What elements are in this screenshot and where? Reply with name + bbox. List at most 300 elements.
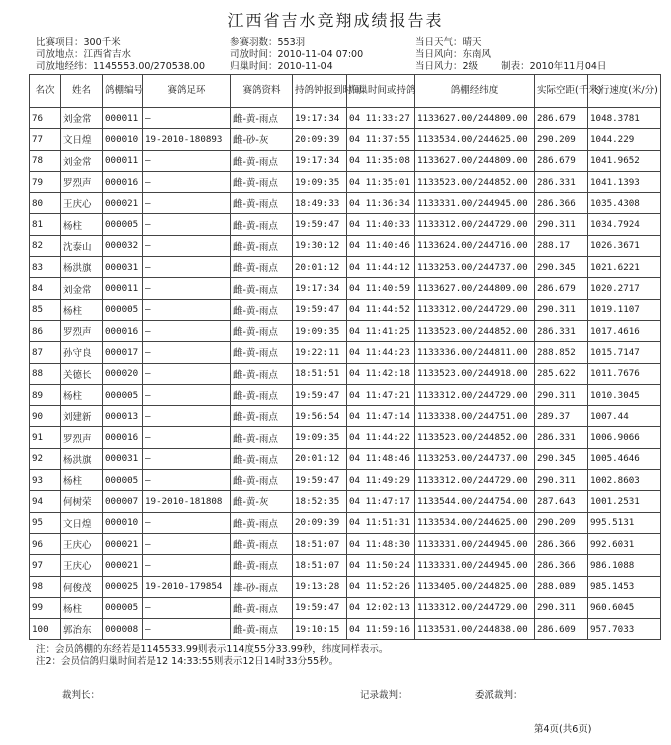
cell-loft-coords: 1133336.00/244811.00 — [415, 342, 535, 363]
cell-loft-id: 000021 — [103, 533, 143, 554]
cell-name: 刘金常 — [61, 108, 103, 129]
cell-return-time: 04 11:40:46 — [347, 235, 415, 256]
cell-name: 王庆心 — [61, 555, 103, 576]
table-row — [30, 193, 661, 214]
cell-loft-id: 000011 — [103, 278, 143, 299]
cell-return-time: 04 11:40:33 — [347, 214, 415, 235]
cell-loft-id: 000017 — [103, 342, 143, 363]
cell-pigeon-info: 雌-黄-雨点 — [231, 235, 293, 256]
entry-count: 参赛羽数：553羽 — [230, 37, 306, 48]
cell-pigeon-info: 雌-黄-雨点 — [231, 555, 293, 576]
cell-loft-id: 000016 — [103, 427, 143, 448]
cell-ring: — — [143, 257, 231, 278]
cell-distance: 286.366 — [535, 533, 588, 554]
cell-rank: 93 — [30, 470, 61, 491]
cell-loft-coords: 1133531.00/244838.00 — [415, 619, 535, 640]
cell-speed: 1006.9066 — [588, 427, 661, 448]
cell-clock-time: 18:51:07 — [293, 533, 347, 554]
cell-pigeon-info: 雌-黄-雨点 — [231, 619, 293, 640]
cell-distance: 290.311 — [535, 214, 588, 235]
cell-rank: 97 — [30, 555, 61, 576]
cell-pigeon-info: 雌-黄-雨点 — [231, 427, 293, 448]
cell-pigeon-info: 雌-黄-雨点 — [231, 214, 293, 235]
cell-loft-id: 000011 — [103, 150, 143, 171]
cell-distance: 286.331 — [535, 427, 588, 448]
cell-return-time: 04 11:36:34 — [347, 193, 415, 214]
cell-rank: 89 — [30, 384, 61, 405]
cell-speed: 1048.3781 — [588, 108, 661, 129]
cell-return-time: 04 11:44:23 — [347, 342, 415, 363]
cell-name: 罗烈声 — [61, 320, 103, 341]
cell-ring: — — [143, 619, 231, 640]
cell-clock-time: 18:49:33 — [293, 193, 347, 214]
note-2: 注2：会员信鸽归巢时间若是12 14:33:55则表示12日14时33分55秒。 — [36, 656, 339, 667]
return-time: 归巢时间：2010-11-04 — [230, 61, 333, 72]
cell-clock-time: 19:09:35 — [293, 427, 347, 448]
table-row — [30, 150, 661, 171]
cell-name: 孙守良 — [61, 342, 103, 363]
table-row — [30, 171, 661, 192]
cell-loft-id: 000007 — [103, 491, 143, 512]
cell-ring: — — [143, 363, 231, 384]
cell-rank: 84 — [30, 278, 61, 299]
cell-return-time: 04 11:40:59 — [347, 278, 415, 299]
cell-return-time: 04 11:37:55 — [347, 129, 415, 150]
header-distance: 实际空距(千米) — [535, 75, 588, 108]
cell-ring: — — [143, 384, 231, 405]
cell-rank: 85 — [30, 299, 61, 320]
cell-loft-id: 000010 — [103, 512, 143, 533]
cell-rank: 77 — [30, 129, 61, 150]
cell-rank: 87 — [30, 342, 61, 363]
cell-distance: 286.331 — [535, 320, 588, 341]
cell-distance: 287.643 — [535, 491, 588, 512]
cell-pigeon-info: 雌-黄-雨点 — [231, 108, 293, 129]
cell-name: 刘金常 — [61, 150, 103, 171]
cell-loft-coords: 1133523.00/244852.00 — [415, 427, 535, 448]
cell-distance: 286.609 — [535, 619, 588, 640]
cell-clock-time: 18:51:51 — [293, 363, 347, 384]
cell-return-time: 04 11:44:12 — [347, 257, 415, 278]
cell-clock-time: 19:17:34 — [293, 278, 347, 299]
cell-distance: 285.622 — [535, 363, 588, 384]
cell-distance: 286.366 — [535, 193, 588, 214]
table-row — [30, 299, 661, 320]
cell-return-time: 04 11:47:17 — [347, 491, 415, 512]
cell-rank: 98 — [30, 576, 61, 597]
cell-distance: 290.345 — [535, 448, 588, 469]
header-rank: 名次 — [30, 75, 61, 108]
cell-speed: 1005.4646 — [588, 448, 661, 469]
release-place: 司放地点：江西省吉水 — [36, 49, 132, 60]
cell-return-time: 04 11:59:16 — [347, 619, 415, 640]
cell-ring: — — [143, 171, 231, 192]
report-title: 江西省吉水竞翔成绩报告表 — [227, 11, 444, 30]
cell-loft-coords: 1133312.00/244729.00 — [415, 299, 535, 320]
cell-speed: 995.5131 — [588, 512, 661, 533]
table-row — [30, 363, 661, 384]
cell-return-time: 04 11:51:31 — [347, 512, 415, 533]
cell-speed: 957.7033 — [588, 619, 661, 640]
cell-name: 王庆心 — [61, 533, 103, 554]
table-row — [30, 619, 661, 640]
cell-speed: 1015.7147 — [588, 342, 661, 363]
judge-signature: 裁判长： — [62, 690, 101, 701]
cell-loft-coords: 1133544.00/244754.00 — [415, 491, 535, 512]
cell-distance: 289.37 — [535, 406, 588, 427]
cell-name: 王庆心 — [61, 193, 103, 214]
cell-loft-coords: 1133523.00/244852.00 — [415, 171, 535, 192]
cell-name: 关德长 — [61, 363, 103, 384]
cell-ring: — — [143, 150, 231, 171]
release-time: 司放时间：2010-11-04 07:00 — [230, 49, 364, 60]
cell-loft-coords: 1133534.00/244625.00 — [415, 512, 535, 533]
cell-clock-time: 19:09:35 — [293, 171, 347, 192]
cell-loft-id: 000005 — [103, 299, 143, 320]
cell-clock-time: 19:13:28 — [293, 576, 347, 597]
cell-ring: — — [143, 448, 231, 469]
release-coords: 司放地经纬：1145553.00/270538.00 — [36, 61, 205, 72]
cell-distance: 290.311 — [535, 470, 588, 491]
cell-loft-id: 000031 — [103, 448, 143, 469]
table-header-row — [30, 75, 661, 108]
cell-rank: 90 — [30, 406, 61, 427]
cell-loft-id: 000031 — [103, 257, 143, 278]
cell-ring: — — [143, 533, 231, 554]
wind-direction: 当日风向：东南风 — [415, 49, 492, 60]
cell-return-time: 04 11:41:25 — [347, 320, 415, 341]
cell-clock-time: 19:59:47 — [293, 214, 347, 235]
cell-clock-time: 19:56:54 — [293, 406, 347, 427]
cell-rank: 94 — [30, 491, 61, 512]
cell-ring: — — [143, 193, 231, 214]
cell-return-time: 04 11:47:21 — [347, 384, 415, 405]
cell-name: 杨柱 — [61, 470, 103, 491]
cell-pigeon-info: 雌-黄-灰 — [231, 491, 293, 512]
delegate-signature: 委派裁判： — [475, 690, 523, 701]
table-row — [30, 427, 661, 448]
info-block-right — [415, 37, 606, 73]
cell-clock-time: 20:01:12 — [293, 257, 347, 278]
cell-speed: 1020.2717 — [588, 278, 661, 299]
table-row — [30, 470, 661, 491]
table-row — [30, 384, 661, 405]
cell-rank: 79 — [30, 171, 61, 192]
cell-clock-time: 20:09:39 — [293, 129, 347, 150]
cell-clock-time: 19:17:34 — [293, 108, 347, 129]
cell-distance: 288.17 — [535, 235, 588, 256]
cell-pigeon-info: 雌-黄-雨点 — [231, 320, 293, 341]
table-row — [30, 129, 661, 150]
cell-name: 刘建新 — [61, 406, 103, 427]
cell-loft-coords: 1133627.00/244809.00 — [415, 108, 535, 129]
cell-loft-id: 000005 — [103, 384, 143, 405]
cell-loft-coords: 1133405.00/244825.00 — [415, 576, 535, 597]
cell-pigeon-info: 雌-黄-雨点 — [231, 257, 293, 278]
table-row — [30, 320, 661, 341]
cell-loft-coords: 1133331.00/244945.00 — [415, 193, 535, 214]
cell-speed: 1001.2531 — [588, 491, 661, 512]
cell-rank: 100 — [30, 619, 61, 640]
cell-speed: 1044.229 — [588, 129, 661, 150]
cell-ring: — — [143, 278, 231, 299]
cell-name: 罗烈声 — [61, 171, 103, 192]
cell-ring: 19-2010-180893 — [143, 129, 231, 150]
cell-return-time: 04 11:35:01 — [347, 171, 415, 192]
cell-rank: 88 — [30, 363, 61, 384]
cell-return-time: 04 11:35:08 — [347, 150, 415, 171]
cell-clock-time: 18:51:07 — [293, 555, 347, 576]
cell-speed: 1010.3045 — [588, 384, 661, 405]
cell-clock-time: 20:09:39 — [293, 512, 347, 533]
cell-name: 文日煌 — [61, 512, 103, 533]
cell-ring: — — [143, 597, 231, 618]
cell-pigeon-info: 雌-黄-雨点 — [231, 171, 293, 192]
cell-ring: — — [143, 108, 231, 129]
cell-pigeon-info: 雌-黄-雨点 — [231, 448, 293, 469]
cell-distance: 290.311 — [535, 299, 588, 320]
wind-power: 当日风力：2级 — [415, 61, 479, 72]
cell-loft-id: 000021 — [103, 555, 143, 576]
cell-loft-id: 000005 — [103, 597, 143, 618]
cell-ring: — — [143, 235, 231, 256]
cell-loft-coords: 1133312.00/244729.00 — [415, 384, 535, 405]
cell-loft-coords: 1133534.00/244625.00 — [415, 129, 535, 150]
cell-clock-time: 19:59:47 — [293, 470, 347, 491]
cell-speed: 1011.7676 — [588, 363, 661, 384]
header-pigeon-info: 赛鸽资料 — [231, 75, 293, 108]
table-row — [30, 257, 661, 278]
cell-distance: 286.679 — [535, 150, 588, 171]
cell-distance: 286.679 — [535, 278, 588, 299]
cell-ring: — — [143, 320, 231, 341]
cell-return-time: 04 11:48:30 — [347, 533, 415, 554]
cell-clock-time: 19:30:12 — [293, 235, 347, 256]
cell-distance: 290.345 — [535, 257, 588, 278]
cell-clock-time: 18:52:35 — [293, 491, 347, 512]
cell-ring: — — [143, 555, 231, 576]
cell-loft-coords: 1133312.00/244729.00 — [415, 214, 535, 235]
cell-distance: 286.679 — [535, 108, 588, 129]
header-return-time: 归巢时间或持鸽 — [347, 75, 415, 108]
cell-speed: 1034.7924 — [588, 214, 661, 235]
cell-speed: 1007.44 — [588, 406, 661, 427]
cell-speed: 1035.4308 — [588, 193, 661, 214]
cell-rank: 86 — [30, 320, 61, 341]
cell-speed: 1026.3671 — [588, 235, 661, 256]
cell-speed: 1019.1107 — [588, 299, 661, 320]
cell-loft-coords: 1133523.00/244918.00 — [415, 363, 535, 384]
cell-rank: 76 — [30, 108, 61, 129]
header-ring: 赛鸽足环 — [143, 75, 231, 108]
table-row — [30, 512, 661, 533]
cell-speed: 1017.4616 — [588, 320, 661, 341]
cell-loft-coords: 1133253.00/244737.00 — [415, 257, 535, 278]
cell-clock-time: 19:22:11 — [293, 342, 347, 363]
cell-distance: 286.331 — [535, 171, 588, 192]
cell-loft-id: 000021 — [103, 193, 143, 214]
weather: 当日天气：晴天 — [415, 37, 482, 48]
cell-distance: 288.089 — [535, 576, 588, 597]
cell-ring: 19-2010-179854 — [143, 576, 231, 597]
info-block-left — [36, 37, 205, 73]
cell-loft-coords: 1133627.00/244809.00 — [415, 278, 535, 299]
cell-ring: 19-2010-181808 — [143, 491, 231, 512]
notes — [36, 644, 388, 668]
cell-return-time: 04 11:47:14 — [347, 406, 415, 427]
cell-loft-id: 000016 — [103, 320, 143, 341]
cell-ring: — — [143, 214, 231, 235]
cell-loft-id: 000011 — [103, 108, 143, 129]
cell-pigeon-info: 雌-黄-雨点 — [231, 512, 293, 533]
cell-name: 杨洪旗 — [61, 448, 103, 469]
cell-return-time: 04 11:52:26 — [347, 576, 415, 597]
table-row — [30, 235, 661, 256]
cell-loft-coords: 1133312.00/244729.00 — [415, 470, 535, 491]
cell-pigeon-info: 雌-黄-雨点 — [231, 384, 293, 405]
note-1: 注：会员鸽棚的东经若是1145533.99则表示114度55分33.99秒，纬度同样表示。 — [36, 644, 389, 655]
cell-rank: 95 — [30, 512, 61, 533]
made-date: 制表：2010年11月04日 — [501, 61, 607, 72]
cell-pigeon-info: 雌-黄-雨点 — [231, 150, 293, 171]
cell-name: 何树荣 — [61, 491, 103, 512]
cell-distance: 290.311 — [535, 597, 588, 618]
cell-clock-time: 20:01:12 — [293, 448, 347, 469]
cell-name: 刘金常 — [61, 278, 103, 299]
cell-name: 杨柱 — [61, 214, 103, 235]
header-speed: 飞行速度(米/分) — [588, 75, 661, 108]
cell-return-time: 04 11:33:27 — [347, 108, 415, 129]
cell-rank: 82 — [30, 235, 61, 256]
header-name: 姓名 — [61, 75, 103, 108]
cell-speed: 1041.1393 — [588, 171, 661, 192]
cell-pigeon-info: 雌-黄-雨点 — [231, 299, 293, 320]
cell-name: 杨洪旗 — [61, 257, 103, 278]
cell-distance: 290.209 — [535, 512, 588, 533]
cell-name: 沈泰山 — [61, 235, 103, 256]
cell-speed: 992.6031 — [588, 533, 661, 554]
cell-pigeon-info: 雌-黄-雨点 — [231, 533, 293, 554]
cell-loft-id: 000005 — [103, 470, 143, 491]
cell-ring: — — [143, 342, 231, 363]
cell-name: 文日煌 — [61, 129, 103, 150]
cell-rank: 83 — [30, 257, 61, 278]
table-row — [30, 533, 661, 554]
cell-speed: 960.6045 — [588, 597, 661, 618]
cell-name: 杨柱 — [61, 384, 103, 405]
cell-distance: 288.852 — [535, 342, 588, 363]
cell-rank: 99 — [30, 597, 61, 618]
cell-speed: 1002.8603 — [588, 470, 661, 491]
cell-return-time: 04 11:44:52 — [347, 299, 415, 320]
cell-clock-time: 19:10:15 — [293, 619, 347, 640]
cell-return-time: 04 11:49:29 — [347, 470, 415, 491]
cell-rank: 91 — [30, 427, 61, 448]
table-row — [30, 555, 661, 576]
cell-loft-id: 000032 — [103, 235, 143, 256]
table-row — [30, 342, 661, 363]
recorder-signature: 记录裁判： — [360, 690, 408, 701]
cell-rank: 96 — [30, 533, 61, 554]
cell-loft-coords: 1133331.00/244945.00 — [415, 533, 535, 554]
table-row — [30, 406, 661, 427]
cell-clock-time: 19:59:47 — [293, 597, 347, 618]
cell-pigeon-info: 雌-黄-雨点 — [231, 597, 293, 618]
table-row — [30, 597, 661, 618]
page-number: 第4页(共6页) — [534, 724, 592, 735]
cell-return-time: 04 11:48:46 — [347, 448, 415, 469]
cell-loft-coords: 1133338.00/244751.00 — [415, 406, 535, 427]
cell-pigeon-info: 雄-砂-雨点 — [231, 576, 293, 597]
cell-pigeon-info: 雌-黄-雨点 — [231, 342, 293, 363]
cell-clock-time: 19:59:47 — [293, 384, 347, 405]
cell-name: 杨柱 — [61, 299, 103, 320]
cell-loft-id: 000016 — [103, 171, 143, 192]
cell-rank: 92 — [30, 448, 61, 469]
cell-ring: — — [143, 470, 231, 491]
table-row — [30, 108, 661, 129]
cell-pigeon-info: 雌-砂-灰 — [231, 129, 293, 150]
cell-loft-id: 000020 — [103, 363, 143, 384]
cell-distance: 286.366 — [535, 555, 588, 576]
cell-ring: — — [143, 512, 231, 533]
table-row — [30, 576, 661, 597]
table-row — [30, 448, 661, 469]
cell-return-time: 04 12:02:13 — [347, 597, 415, 618]
cell-speed: 1041.9652 — [588, 150, 661, 171]
table-body — [30, 108, 661, 640]
cell-clock-time: 19:59:47 — [293, 299, 347, 320]
cell-rank: 80 — [30, 193, 61, 214]
cell-loft-id: 000010 — [103, 129, 143, 150]
cell-pigeon-info: 雌-黄-雨点 — [231, 193, 293, 214]
cell-loft-id: 000005 — [103, 214, 143, 235]
cell-name: 杨柱 — [61, 597, 103, 618]
cell-distance: 290.209 — [535, 129, 588, 150]
cell-loft-coords: 1133627.00/244809.00 — [415, 150, 535, 171]
cell-loft-id: 000013 — [103, 406, 143, 427]
cell-ring: — — [143, 299, 231, 320]
match-item: 比赛项目：300千米 — [36, 37, 121, 48]
cell-return-time: 04 11:44:22 — [347, 427, 415, 448]
table-row — [30, 491, 661, 512]
table-row — [30, 278, 661, 299]
header-loft-coords: 鸽棚经纬度 — [415, 75, 535, 108]
cell-clock-time: 19:09:35 — [293, 320, 347, 341]
cell-loft-coords: 1133312.00/244729.00 — [415, 597, 535, 618]
header-loft-id: 鸽棚编号 — [103, 75, 143, 108]
cell-loft-id: 000008 — [103, 619, 143, 640]
cell-return-time: 04 11:42:18 — [347, 363, 415, 384]
cell-name: 何俊茂 — [61, 576, 103, 597]
cell-name: 罗烈声 — [61, 427, 103, 448]
cell-distance: 290.311 — [535, 384, 588, 405]
cell-clock-time: 19:17:34 — [293, 150, 347, 171]
cell-name: 郭治东 — [61, 619, 103, 640]
results-table — [29, 74, 661, 640]
cell-return-time: 04 11:50:24 — [347, 555, 415, 576]
cell-pigeon-info: 雌-黄-雨点 — [231, 406, 293, 427]
wind-power-row — [415, 61, 606, 73]
table-row — [30, 214, 661, 235]
cell-rank: 81 — [30, 214, 61, 235]
cell-speed: 1021.6221 — [588, 257, 661, 278]
cell-speed: 986.1088 — [588, 555, 661, 576]
cell-loft-coords: 1133624.00/244716.00 — [415, 235, 535, 256]
cell-loft-coords: 1133523.00/244852.00 — [415, 320, 535, 341]
cell-loft-coords: 1133331.00/244945.00 — [415, 555, 535, 576]
cell-pigeon-info: 雌-黄-雨点 — [231, 470, 293, 491]
